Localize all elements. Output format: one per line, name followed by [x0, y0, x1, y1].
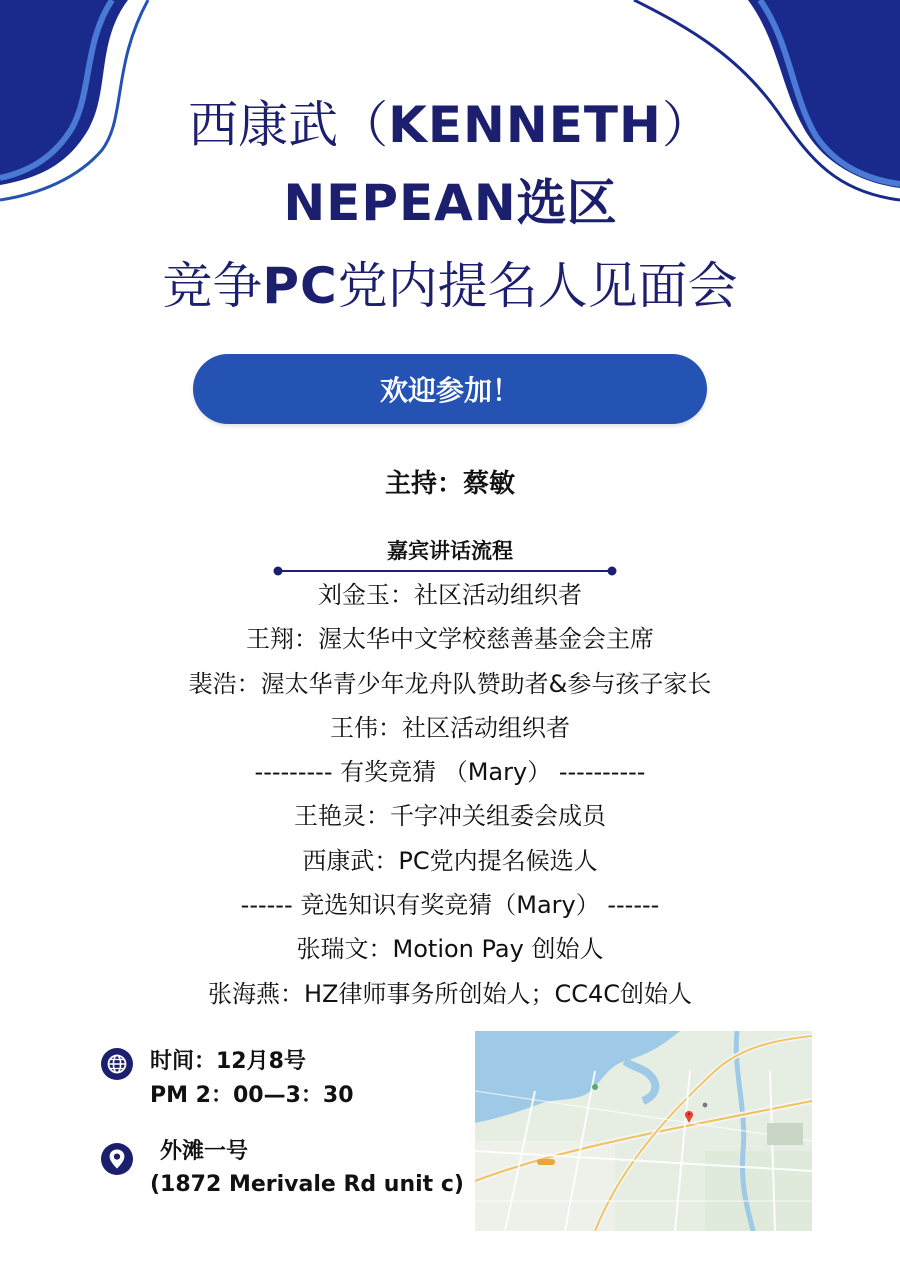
agenda-item: 裴浩：渥太华青少年龙舟队赞助者&参与孩子家长: [188, 669, 712, 698]
title-paren-close: ）: [661, 96, 712, 154]
title-line-1: [0, 96, 900, 154]
map-graphic: [475, 1031, 812, 1231]
title-name-en: KENNETH: [388, 96, 662, 154]
host-label: 主持：蔡敏: [384, 469, 515, 499]
agenda-item: 西康武：PC党内提名候选人: [302, 846, 598, 875]
agenda-title: 嘉宾讲话流程: [387, 539, 513, 563]
agenda-item: 张海燕：HZ律师事务所创始人；CC4C创始人: [207, 979, 693, 1008]
title-line-2: [0, 174, 900, 232]
agenda-list: [0, 573, 900, 1016]
title-name-cn: 西康武（: [188, 96, 389, 154]
event-time: PM 2：00—3：30: [150, 1083, 354, 1108]
globe-icon: [101, 1048, 133, 1080]
agenda-item: 王艳灵：千字冲关组委会成员: [294, 802, 606, 831]
event-date: 时间：12月8号: [150, 1049, 306, 1074]
title-event-suffix: 党内提名人见面会: [337, 257, 738, 315]
venue-name: 外滩一号: [160, 1139, 249, 1164]
agenda-separator: --------- 有奖竞猜 （Mary） ----------: [254, 758, 646, 787]
title-line-3: [0, 257, 900, 315]
agenda-item: 刘金玉：社区活动组织者: [318, 581, 582, 609]
venue-address: (1872 Merivale Rd unit c): [150, 1172, 464, 1197]
title-riding-en: NEPEAN: [283, 174, 517, 232]
title-party-en: PC: [262, 257, 338, 315]
welcome-banner: 欢迎参加！: [193, 354, 707, 424]
location-pin-icon: [101, 1143, 133, 1175]
agenda-item: 王翔：渥太华中文学校慈善基金会主席: [246, 625, 654, 654]
location-map[interactable]: [475, 1031, 812, 1231]
title-riding-cn: 选区: [516, 174, 617, 232]
agenda-separator: ------ 竞选知识有奖竞猜（Mary） ------: [240, 891, 660, 920]
agenda-item: 张瑞文：Motion Pay 创始人: [296, 935, 604, 964]
title-event-prefix: 竞争: [162, 257, 263, 315]
agenda-item: 王伟：社区活动组织者: [330, 713, 570, 742]
